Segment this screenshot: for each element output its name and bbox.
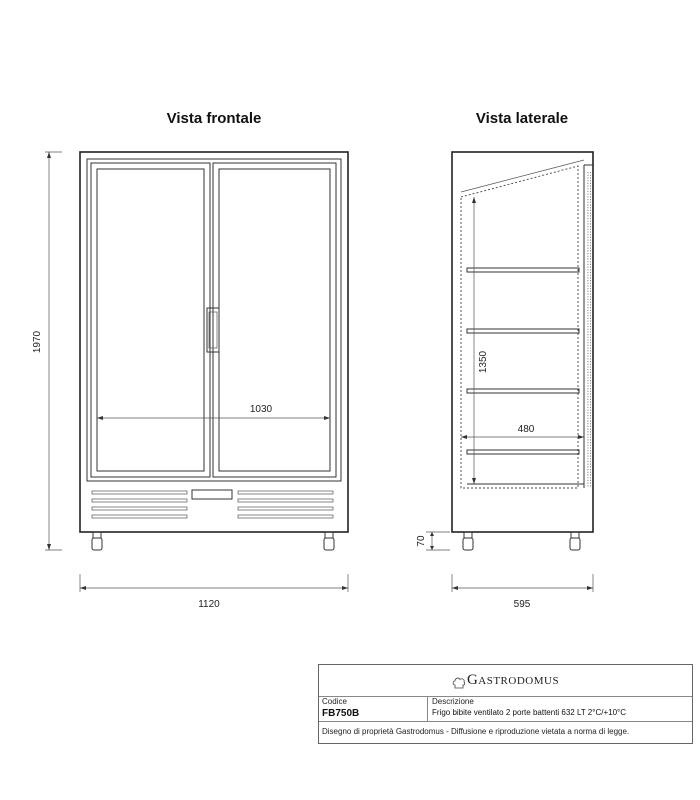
- dim-label-1030: 1030: [249, 404, 273, 415]
- copyright-footer: Disegno di proprietà Gastrodomus - Diffusione e riproduzione vietata a norma di legge.: [322, 727, 630, 736]
- front-view-title: Vista frontale: [166, 110, 262, 127]
- control-panel: [192, 490, 232, 499]
- dim-label-1120: 1120: [198, 599, 220, 610]
- dim-label-480: 480: [517, 424, 535, 435]
- chef-hat-icon: [452, 677, 466, 689]
- code-value: FB750B: [322, 708, 360, 719]
- left-door-glass: [97, 169, 204, 471]
- side-cabinet-outline: [452, 152, 593, 532]
- description-cell: [428, 696, 692, 722]
- side-rear-vents: [588, 172, 591, 488]
- side-castors: [463, 532, 580, 550]
- dim-arrow-1030-left: [97, 416, 103, 420]
- brand-logo: [452, 672, 559, 689]
- right-door: [213, 163, 336, 477]
- dim-arrow-1030-right: [324, 416, 330, 420]
- code-label: Codice: [322, 697, 347, 706]
- front-base-grille: [92, 490, 333, 518]
- side-view-title: Vista laterale: [475, 110, 569, 127]
- dim-label-1970: 1970: [32, 330, 43, 354]
- dim-label-1350: 1350: [478, 350, 489, 374]
- front-door-frame: [87, 159, 341, 481]
- side-shelves: [467, 268, 584, 484]
- side-inner-cavity: [461, 166, 578, 488]
- code-cell: [319, 696, 428, 722]
- dim-label-595: 595: [513, 599, 531, 610]
- front-castors: [92, 532, 334, 550]
- left-door: [91, 163, 210, 477]
- front-view: [32, 110, 348, 610]
- right-door-glass: [219, 169, 330, 471]
- side-view: [416, 110, 593, 610]
- dim-label-70: 70: [416, 535, 427, 547]
- description-value: Frigo bibite ventilato 2 porte battenti 632 LT 2°C/+10°C: [432, 708, 626, 717]
- brand-name: Gastrodomus: [466, 672, 560, 688]
- front-cabinet-outline: [80, 152, 348, 532]
- title-block: [318, 664, 693, 744]
- description-label: Descrizione: [432, 697, 474, 706]
- title-block-logo-row: [319, 665, 692, 697]
